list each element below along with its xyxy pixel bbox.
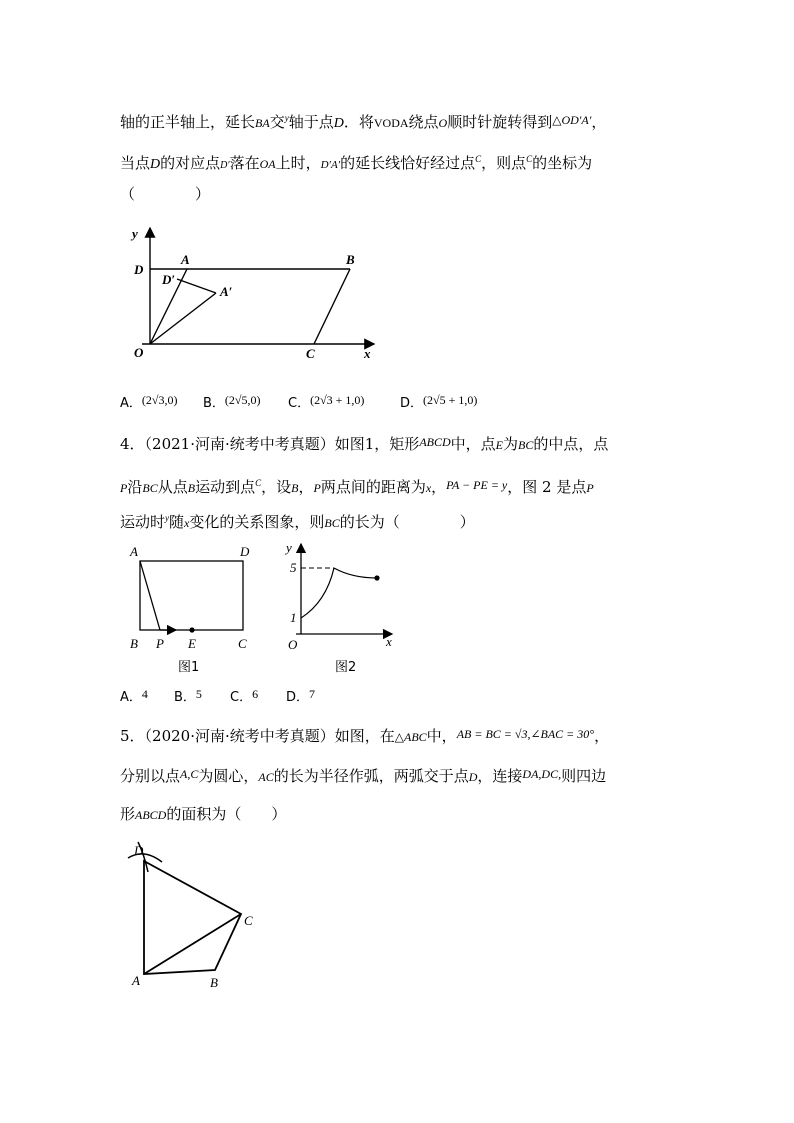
q3-label-c: C [306, 346, 315, 361]
q4-fig1-caption: 图1 [178, 660, 200, 675]
q4-text-line-3: 运动时$^y$随x变化的关系图象，则BC的长为（ ） [120, 513, 475, 531]
q3-label-y: y [132, 226, 138, 241]
q4-fig2-endpoint [374, 575, 379, 580]
q4-fig1-label-e: E [188, 636, 196, 651]
q4-fig1-label-d: D [240, 544, 250, 559]
q4-text-line-2: P沿BC从点B运动到点$^C$，设B，P两点间的距离为x，$^{PA - PE = y}$，图 2 是点P [120, 478, 594, 496]
q4-option-d[interactable]: D．7 [286, 687, 316, 705]
q4-fig2-curve-fall [334, 568, 377, 578]
q3-line-oa-prime [150, 293, 216, 344]
q4-line-ap [140, 561, 160, 630]
q4-fig1-label-a: A [130, 544, 138, 559]
q4-fig2-label-x: x [386, 634, 392, 649]
q3-text-line-2: 当点D的对应点D′落在OA上时，D′A′的延长线恰好经过点$^C$，则点$^C$的坐标为 [120, 154, 593, 172]
q4-fig2-label-y: y [286, 540, 292, 555]
q5-figure [122, 838, 272, 998]
q4-option-b[interactable]: B．5 [174, 687, 202, 705]
q3-label-a-prime: A′ [220, 284, 233, 299]
q5-label-c: C [244, 913, 253, 928]
q3-label-a: A [181, 252, 190, 267]
q3-label-d-prime: D′ [162, 272, 176, 287]
q5-label-d: D [134, 843, 144, 858]
q4-fig2-caption: 图2 [335, 660, 357, 675]
q5-label-b: B [210, 975, 218, 990]
q4-figure-2 [280, 536, 405, 678]
q3-text-line-1: 轴的正半轴上，延长BA交$^y$轴于点D．将VODA绕点O顺时针旋转得到$^{\triangle OD'A'}$， [120, 113, 607, 131]
q4-text-line-1: 4．（2021·河南·统考中考真题）如图1，矩形$^{ABCD}$中，点E为BC的中点，点 [120, 435, 609, 453]
q3-option-c[interactable]: C．(2√3 + 1,0) [288, 393, 365, 411]
q4-option-a[interactable]: A．4 [120, 687, 148, 705]
q4-fig2-label-1: 1 [290, 610, 297, 625]
q4-rectangle-abcd [140, 561, 243, 630]
q3-option-a[interactable]: A．(2√3,0) [120, 393, 178, 411]
q3-option-d[interactable]: D．(2√5 + 1,0) [400, 393, 478, 411]
q5-label-a: A [132, 973, 140, 988]
q3-label-d: D [134, 262, 144, 277]
q4-fig2-label-o: O [288, 637, 298, 652]
q4-option-c[interactable]: C．6 [230, 687, 259, 705]
q5-text-line-3: 形ABCD的面积为（ ） [120, 805, 287, 823]
q3-answer-blank: （ ） [120, 185, 211, 203]
q3-line-bc [314, 269, 350, 344]
q5-text-line-1: 5．（2020·河南·统考中考真题）如图，在△ABC中，$^{AB = BC = √3,\angle BAC = 30^\circ}$， [120, 727, 610, 745]
q4-fig2-curve-rise [301, 568, 334, 618]
q3-label-o: O [134, 345, 144, 360]
q4-fig1-label-c: C [238, 636, 247, 651]
q5-text-line-2: 分别以点$^{A,C}$为圆心，AC的长为半径作弧，两弧交于点D，连接$^{DA,DC,}$则四边 [120, 767, 607, 785]
q3-label-b: B [346, 252, 355, 267]
q3-label-x: x [364, 346, 371, 361]
q4-point-e [189, 627, 194, 632]
q4-fig2-label-5: 5 [290, 560, 297, 575]
q4-figure-1 [126, 538, 266, 678]
q3-option-b[interactable]: B．(2√5,0) [203, 393, 261, 411]
q5-quadrilateral-abcd [144, 861, 241, 974]
q3-line-ap-dp [177, 279, 216, 293]
q4-fig1-label-p: P [156, 636, 164, 651]
q4-fig1-label-b: B [130, 636, 138, 651]
q3-figure [128, 222, 388, 362]
